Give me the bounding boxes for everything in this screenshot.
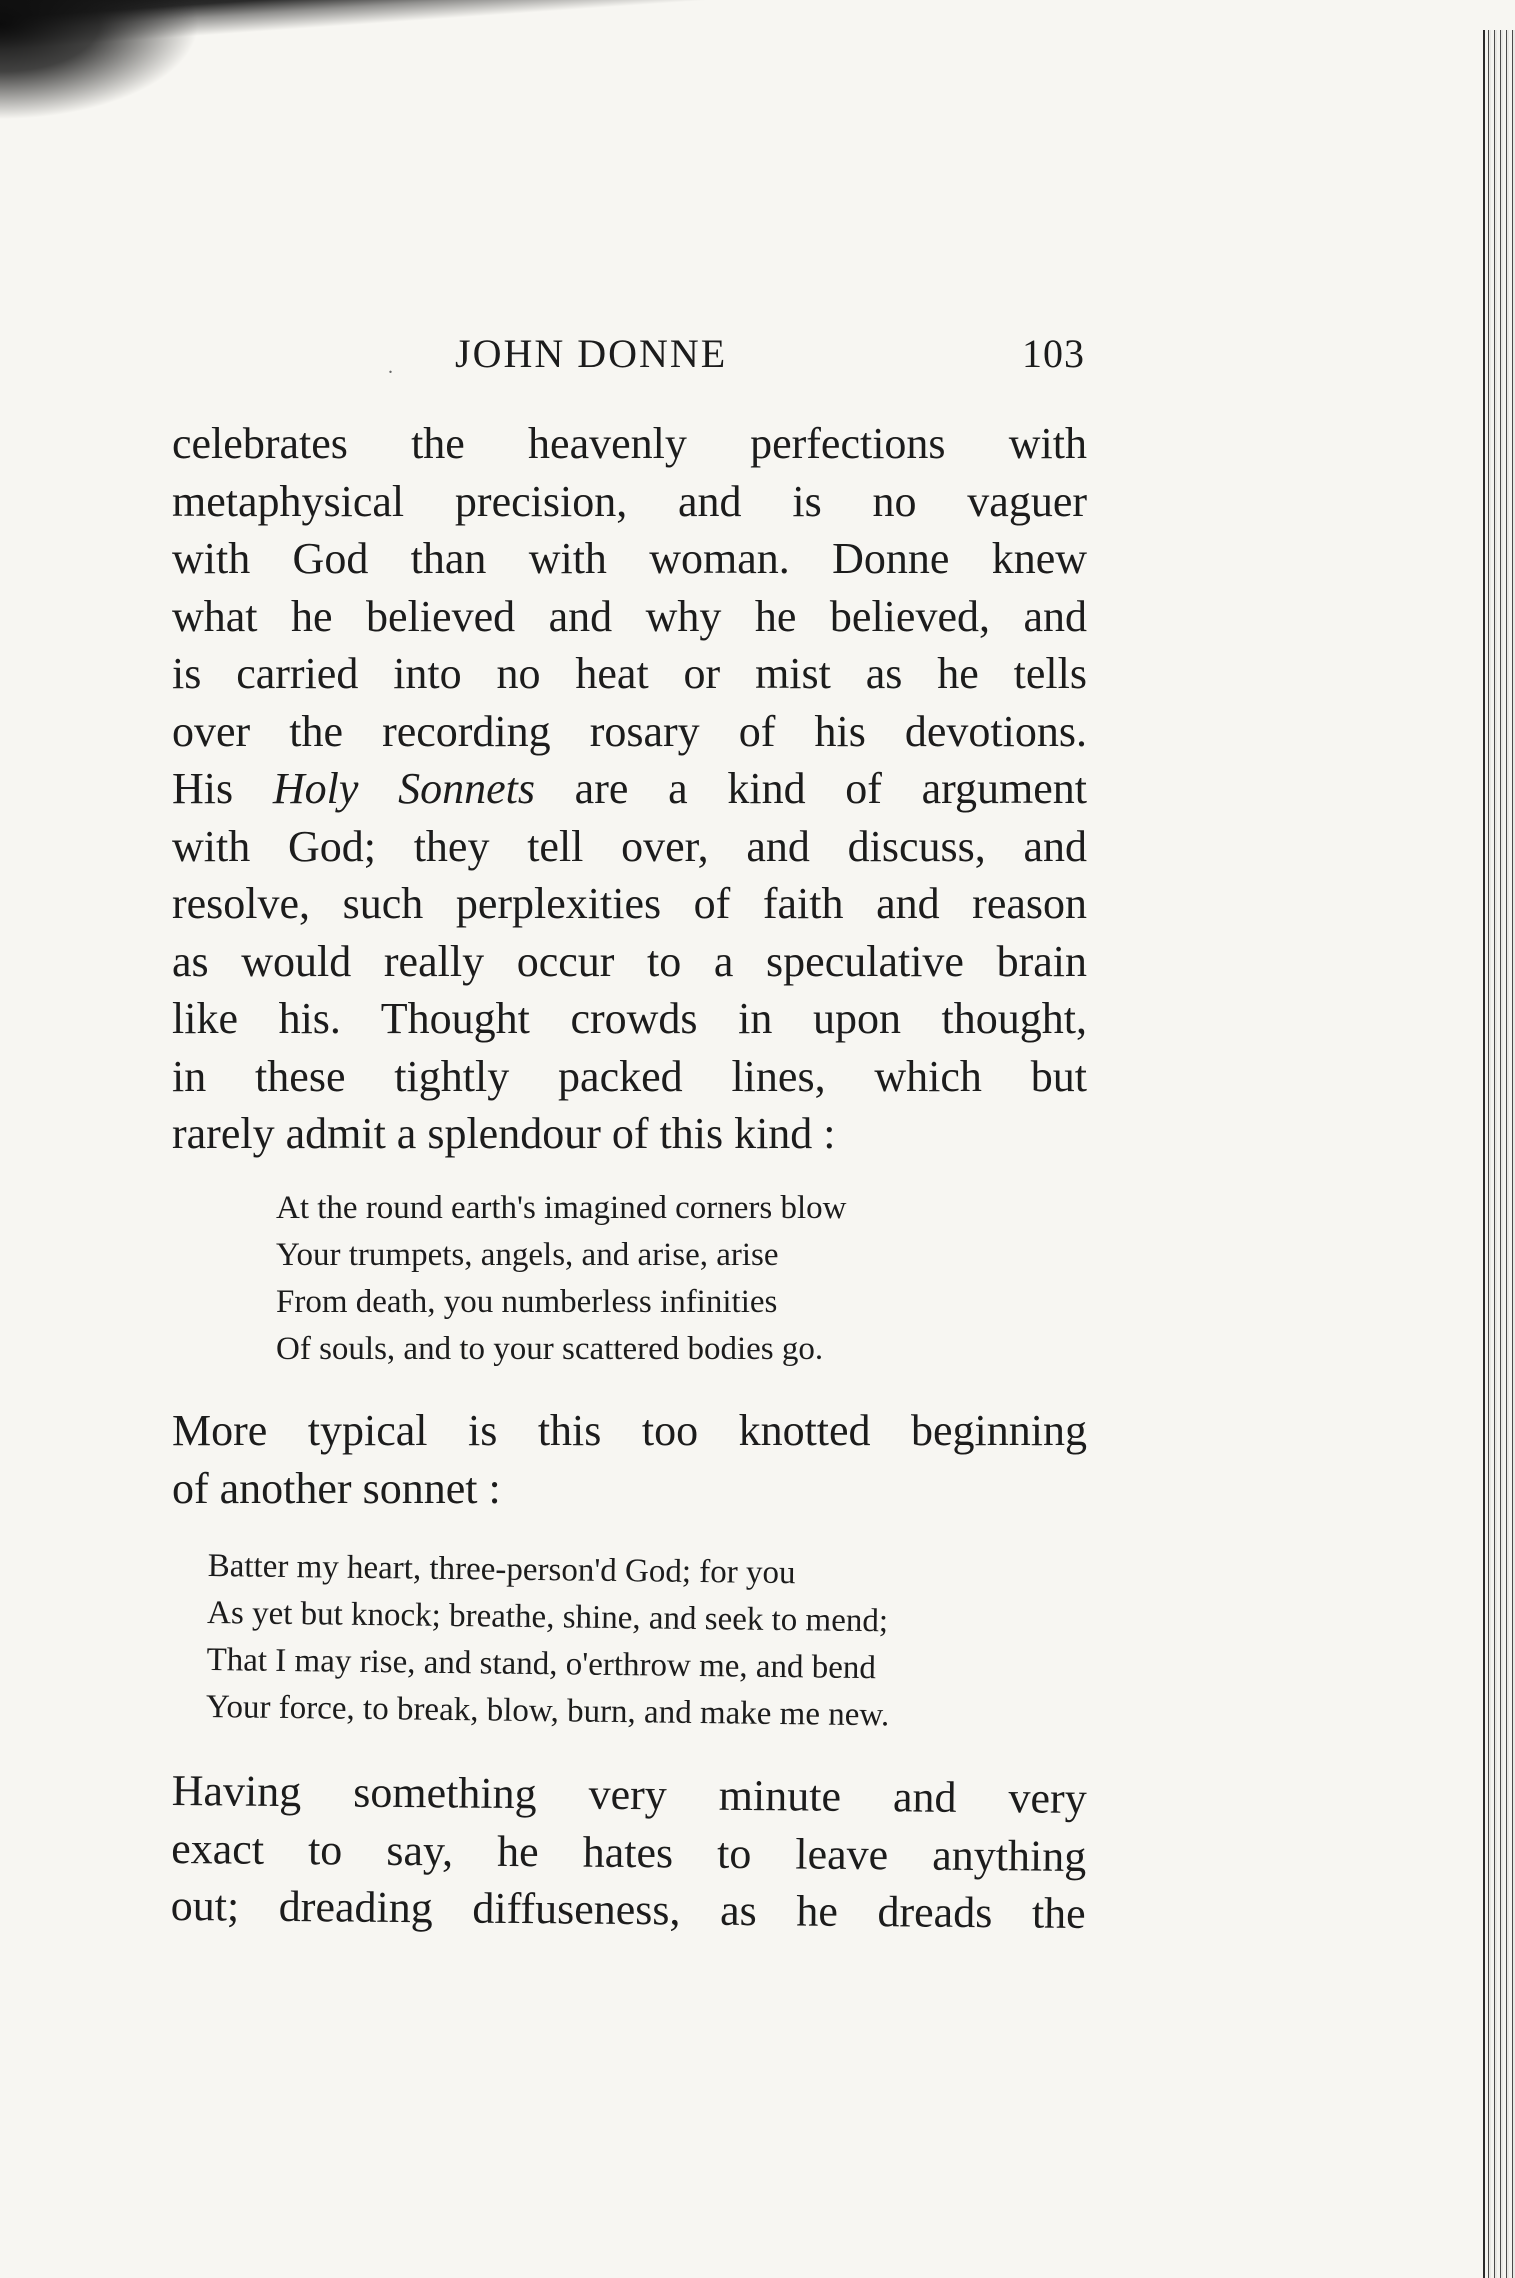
verse-line: At the round earth's imagined corners blow (276, 1190, 847, 1226)
verse-quotation-1 (276, 1185, 846, 1373)
text-segment: are a kind of argument (534, 764, 1088, 813)
verse-quotation-2 (206, 1543, 892, 1739)
text-line: with God; they tell over, and discuss, and (172, 821, 1087, 871)
text-line-with-italic (172, 760, 1087, 818)
verse-line: As yet but knock; breathe, shine, and seek to mend; (206, 1594, 889, 1640)
text-line: as would really occur to a speculative brain (172, 936, 1087, 986)
book-page-edges (1483, 30, 1515, 2278)
text-segment: His (172, 764, 273, 813)
text-line-last: of another sonnet : (172, 1463, 501, 1513)
page-top-shadow (0, 0, 1515, 120)
text-line: with God than with woman. Donne knew (172, 534, 1087, 583)
stray-mark: . (388, 356, 393, 378)
text-line: More typical is this too knotted beginning (172, 1406, 1087, 1455)
verse-line: Your force, to break, blow, burn, and make me new. (205, 1688, 890, 1734)
text-line: is carried into no heat or mist as he tells (172, 649, 1087, 698)
verse-line: Your trumpets, angels, and arise, arise (276, 1237, 779, 1273)
verse-line: That I may rise, and stand, o'erthrow me, and bend (206, 1641, 877, 1687)
paragraph-3 (170, 1762, 1086, 1942)
text-line-last: rarely admit a splendour of this kind : (172, 1109, 836, 1158)
text-line: Having something very minute and very (171, 1765, 1087, 1823)
text-line: what he believed and why he believed, and (172, 591, 1087, 641)
text-line: exact to say, he hates to leave anything (171, 1823, 1087, 1881)
text-line: out; dreading diffuseness, as he dreads the (170, 1880, 1086, 1938)
paragraph-2 (172, 1402, 1087, 1517)
text-line: resolve, such perplexities of faith and reason (172, 879, 1087, 928)
page-header (455, 330, 1085, 390)
paragraph-1 (172, 415, 1087, 1163)
text-line: in these tightly packed lines, which but (172, 1051, 1087, 1101)
running-title: JOHN DONNE (455, 331, 728, 376)
verse-line: Batter my heart, three-person'd God; for you (207, 1547, 796, 1592)
text-line: like his. Thought crowds in upon thought, (172, 994, 1087, 1043)
text-line: metaphysical precision, and is no vaguer (172, 476, 1087, 526)
verse-line: From death, you numberless infinities (276, 1284, 778, 1320)
italic-title: Holy Sonnets (272, 764, 535, 813)
page-number: 103 (1022, 331, 1085, 376)
text-line: over the recording rosary of his devotions. (172, 706, 1087, 756)
verse-line: Of souls, and to your scattered bodies go. (276, 1331, 824, 1367)
text-line: celebrates the heavenly perfections with (172, 419, 1087, 468)
